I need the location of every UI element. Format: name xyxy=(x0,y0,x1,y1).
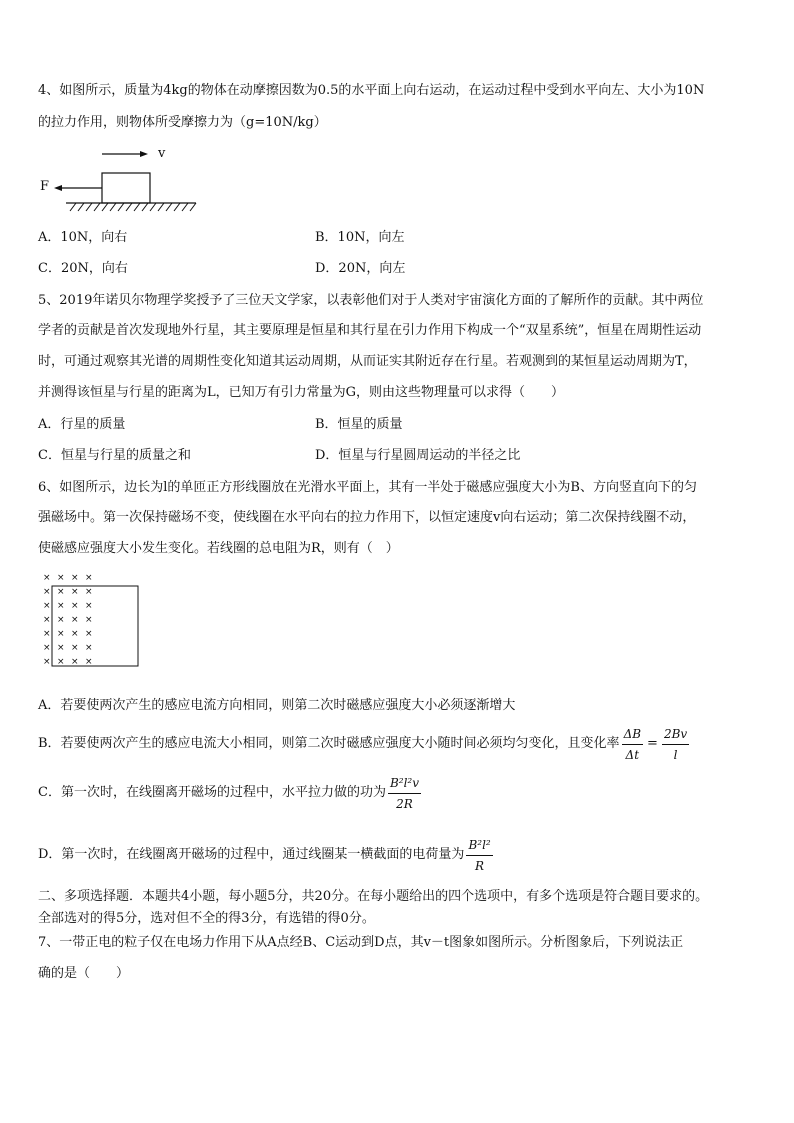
q5-stem-line-3: 时，可通过观察其光谱的周期性变化知道其运动周期，从而证实其附近存在行星。若观测到的某恒星运动周期为T， xyxy=(38,354,697,369)
q7-stem-line-1: 7、一带正电的粒子仅在电场力作用下从A点经B、C运动到D点，其v－t图象如图所示。分析图象后，下列说法正 xyxy=(38,935,684,950)
q4-force-label: F xyxy=(40,179,50,194)
field-cross-mark: × xyxy=(43,657,51,667)
q4-option-a[interactable]: A．10N，向右 xyxy=(38,230,128,245)
q4-velocity-label: v xyxy=(158,146,166,161)
q5-stem-line-2: 学者的贡献是首次发现地外行星，其主要原理是恒星和其行星在引力作用下构成一个“双星系统”，恒星在周期性运动 xyxy=(38,323,702,338)
q6-option-c-num: B²l²v xyxy=(388,774,421,794)
q5-stem-line-1: 5、2019年诺贝尔物理学奖授予了三位天文学家，以表彰他们对于人类对宇宙演化方面的了解所作的贡献。其中两位 xyxy=(38,293,704,308)
field-cross-mark: × xyxy=(43,587,51,597)
field-cross-mark: × xyxy=(85,615,93,625)
q6-option-b-value-den: l xyxy=(673,747,678,762)
field-cross-mark: × xyxy=(85,629,93,639)
field-cross-mark: × xyxy=(85,643,93,653)
q4-option-c[interactable]: C．20N，向右 xyxy=(38,261,128,276)
q5-option-c[interactable]: C．恒星与行星的质量之和 xyxy=(38,448,191,463)
field-cross-mark: × xyxy=(43,629,51,639)
field-cross-mark: × xyxy=(71,629,79,639)
q6-option-c[interactable] xyxy=(38,772,423,814)
field-cross-mark: × xyxy=(57,657,65,667)
field-cross-mark: × xyxy=(71,587,79,597)
q5-option-d[interactable]: D．恒星与行星圆周运动的半径之比 xyxy=(315,448,521,463)
q6-option-d-fraction xyxy=(466,836,492,875)
field-cross-mark: × xyxy=(85,573,93,583)
field-cross-mark: × xyxy=(57,587,65,597)
field-cross-mark: × xyxy=(57,601,65,611)
field-cross-mark: × xyxy=(71,615,79,625)
section-2-heading-line-2: 全部选对的得5分，选对但不全的得3分，有选错的得0分。 xyxy=(38,911,375,926)
field-cross-mark: × xyxy=(57,573,65,583)
q6-option-c-den: 2R xyxy=(396,796,413,811)
field-cross-mark: × xyxy=(71,657,79,667)
q6-stem-line-1: 6、如图所示，边长为l的单匝正方形线圈放在光滑水平面上，其有一半处于磁感应强度大小为B、方向竖直向下的匀 xyxy=(38,480,697,495)
q6-option-b-value-fraction xyxy=(662,725,689,764)
q6-option-b-equals: = xyxy=(647,736,658,751)
field-cross-mark: × xyxy=(71,643,79,653)
q6-option-d-num: B²l² xyxy=(466,836,492,856)
q6-stem-line-3: 使磁感应强度大小发生变化。若线圈的总电阻为R，则有（ ） xyxy=(38,541,399,556)
field-cross-mark: × xyxy=(43,573,51,583)
q5-option-b[interactable]: B．恒星的质量 xyxy=(315,417,403,432)
section-2-heading-line-1: 二、多项选择题．本题共4小题，每小题5分，共20分。在每小题给出的四个选项中，有多个选项是符合题目要求的。 xyxy=(38,889,709,904)
q5-stem-line-4: 并测得该恒星与行星的距离为L，已知万有引力常量为G，则由这些物理量可以求得（ ） xyxy=(38,385,565,400)
q5-option-a[interactable]: A．行星的质量 xyxy=(38,417,126,432)
q7-stem-line-2: 确的是（ ） xyxy=(38,966,130,981)
field-cross-mark: × xyxy=(43,601,51,611)
field-cross-mark: × xyxy=(85,657,93,667)
q6-option-b-rate-den: Δt xyxy=(625,747,640,762)
q6-option-d-den: R xyxy=(475,858,485,873)
q6-option-a[interactable]: A．若要使两次产生的感应电流方向相同，则第二次时磁感应强度大小必须逐渐增大 xyxy=(38,698,516,713)
q6-option-d[interactable] xyxy=(38,834,495,876)
field-cross-mark: × xyxy=(71,573,79,583)
q4-option-d[interactable]: D．20N，向左 xyxy=(315,261,406,276)
q6-option-b-value-num: 2Bv xyxy=(662,725,689,745)
q6-stem-line-2: 强磁场中。第一次保持磁场不变，使线圈在水平向右的拉力作用下，以恒定速度v向右运动；第二次保持线圈不动， xyxy=(38,510,696,525)
field-cross-mark: × xyxy=(43,643,51,653)
q6-option-b-text: B．若要使两次产生的感应电流大小相同，则第二次时磁感应强度大小随时间必须均匀变化，且变化率 xyxy=(38,736,620,751)
q4-stem-line-2: 的拉力作用，则物体所受摩擦力为（g=10N/kg） xyxy=(38,115,327,130)
field-cross-mark: × xyxy=(57,643,65,653)
field-cross-mark: × xyxy=(85,587,93,597)
field-cross-mark: × xyxy=(57,629,65,639)
q6-option-b-rate-fraction xyxy=(622,725,643,764)
q6-option-b[interactable] xyxy=(38,724,691,764)
q4-option-b[interactable]: B．10N，向左 xyxy=(315,230,405,245)
field-cross-mark: × xyxy=(57,615,65,625)
q6-option-b-rate-num: ΔB xyxy=(622,725,643,745)
field-cross-mark: × xyxy=(43,615,51,625)
q4-figure xyxy=(36,142,206,217)
q4-stem-line-1: 4、如图所示，质量为4kg的物体在动摩擦因数为0.5的水平面上向右运动，在运动过程中受到水平向左、大小为10N xyxy=(38,83,705,98)
q6-option-d-text: D．第一次时，在线圈离开磁场的过程中，通过线圈某一横截面的电荷量为 xyxy=(38,847,465,862)
q6-option-c-fraction xyxy=(388,774,421,813)
q6-magnetic-field-figure xyxy=(38,570,148,672)
field-cross-mark: × xyxy=(71,601,79,611)
field-cross-mark: × xyxy=(85,601,93,611)
q6-option-c-text: C．第一次时，在线圈离开磁场的过程中，水平拉力做的功为 xyxy=(38,785,386,800)
